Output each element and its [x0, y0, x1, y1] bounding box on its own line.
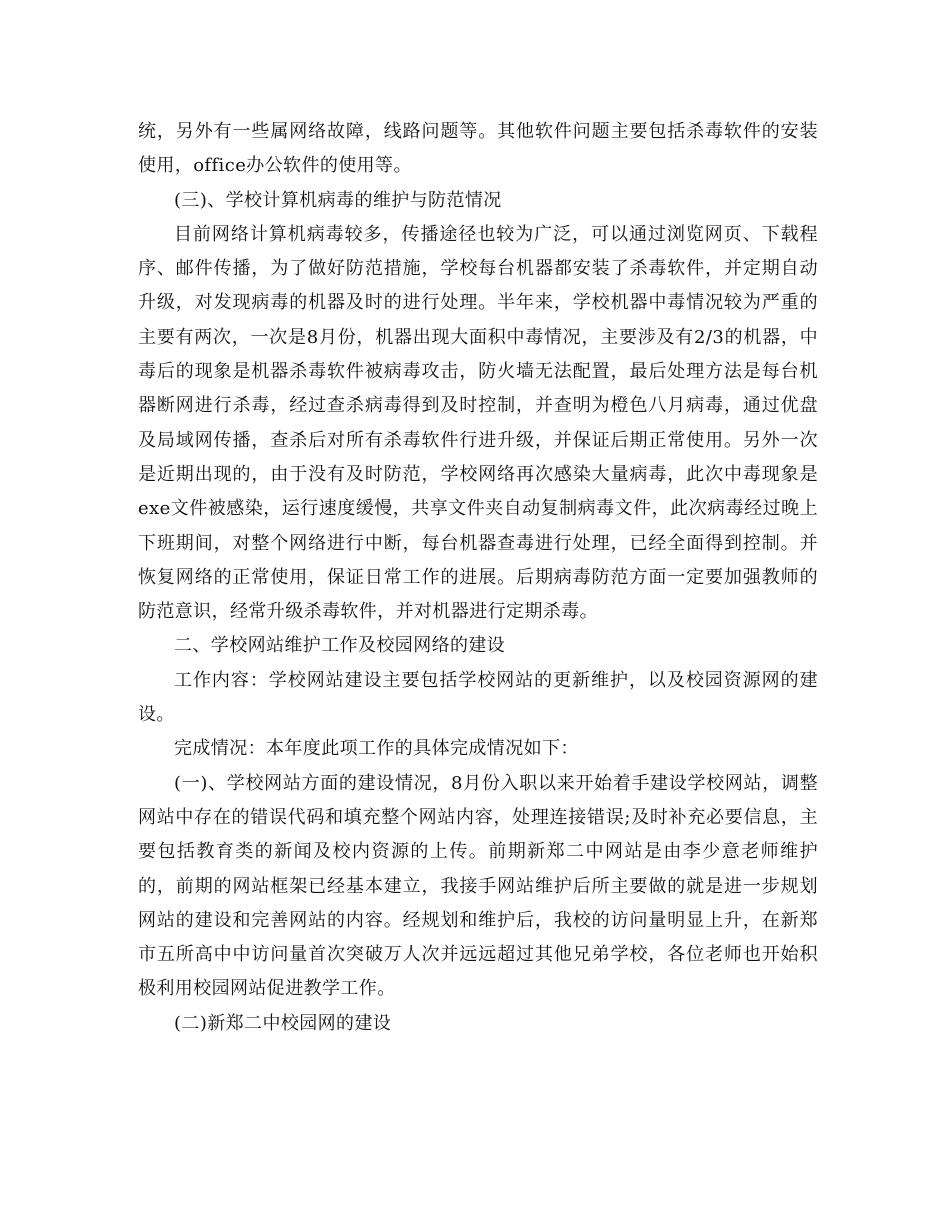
document-body [138, 115, 818, 1041]
section-heading-virus: (三)、学校计算机病毒的维护与防范情况 [174, 189, 502, 211]
paragraph-website-construction: (一)、学校网站方面的建设情况，8月份入职以来开始着手建设学校网站，调整网站中存在的错误代码和填充整个网站内容，处理连接错误;及时补充必要信息，主要包括教育类的新闻及校内资源的上传。前期新郑二中网站是由李少意老师维护的，前期的网站框架已经基本建立，我接手网站维护后所主要做的就是进一步规划网站的建设和完善网站的内容。经规划和维护后，我校的访问量明显上升，在新郑市五所高中中访问量首次突破万人次并远远超过其他兄弟学校，各位老师也开始积极利用校园网站促进教学工作。 [138, 772, 818, 1000]
section-heading-website: 二、学校网站维护工作及校园网络的建设 [174, 635, 506, 657]
paragraph-work-content: 工作内容：学校网站建设主要包括学校网站的更新维护，以及校园资源网的建设。 [138, 669, 818, 726]
paragraph-virus-details: 目前网络计算机病毒较多，传播途径也较为广泛，可以通过浏览网页、下载程序、邮件传播，为了做好防范措施，学校每台机器都安装了杀毒软件，并定期自动升级，对发现病毒的机器及时的进行处理。半年来，学校机器中毒情况较为严重的主要有两次，一次是8月份，机器出现大面积中毒情况，主要涉及有2/3的机器，中毒后的现象是机器杀毒软件被病毒攻击，防火墙无法配置，最后处理方法是每台机器断网进行杀毒，经过查杀病毒得到及时控制，并查明为橙色八月病毒，通过优盘及局域网传播，查杀后对所有杀毒软件行进升级，并保证后期正常使用。另外一次是近期出现的，由于没有及时防范，学校网络再次感染大量病毒，此次中毒现象是exe文件被感染，运行速度缓慢，共享文件夹自动复制病毒文件，此次病毒经过晚上下班期间，对整个网络进行中断，每台机器查毒进行处理，已经全面得到控制。并恢复网络的正常使用，保证日常工作的进展。后期病毒防范方面一定要加强教师的防范意识，经常升级杀毒软件，并对机器进行定期杀毒。 [138, 223, 818, 623]
paragraph-completion: 完成情况：本年度此项工作的具体完成情况如下： [174, 738, 579, 760]
section-heading-campus-network: (二)新郑二中校园网的建设 [174, 1012, 392, 1034]
paragraph-1: 统，另外有一些属网络故障，线路问题等。其他软件问题主要包括杀毒软件的安装使用，office办公软件的使用等。 [138, 121, 818, 177]
